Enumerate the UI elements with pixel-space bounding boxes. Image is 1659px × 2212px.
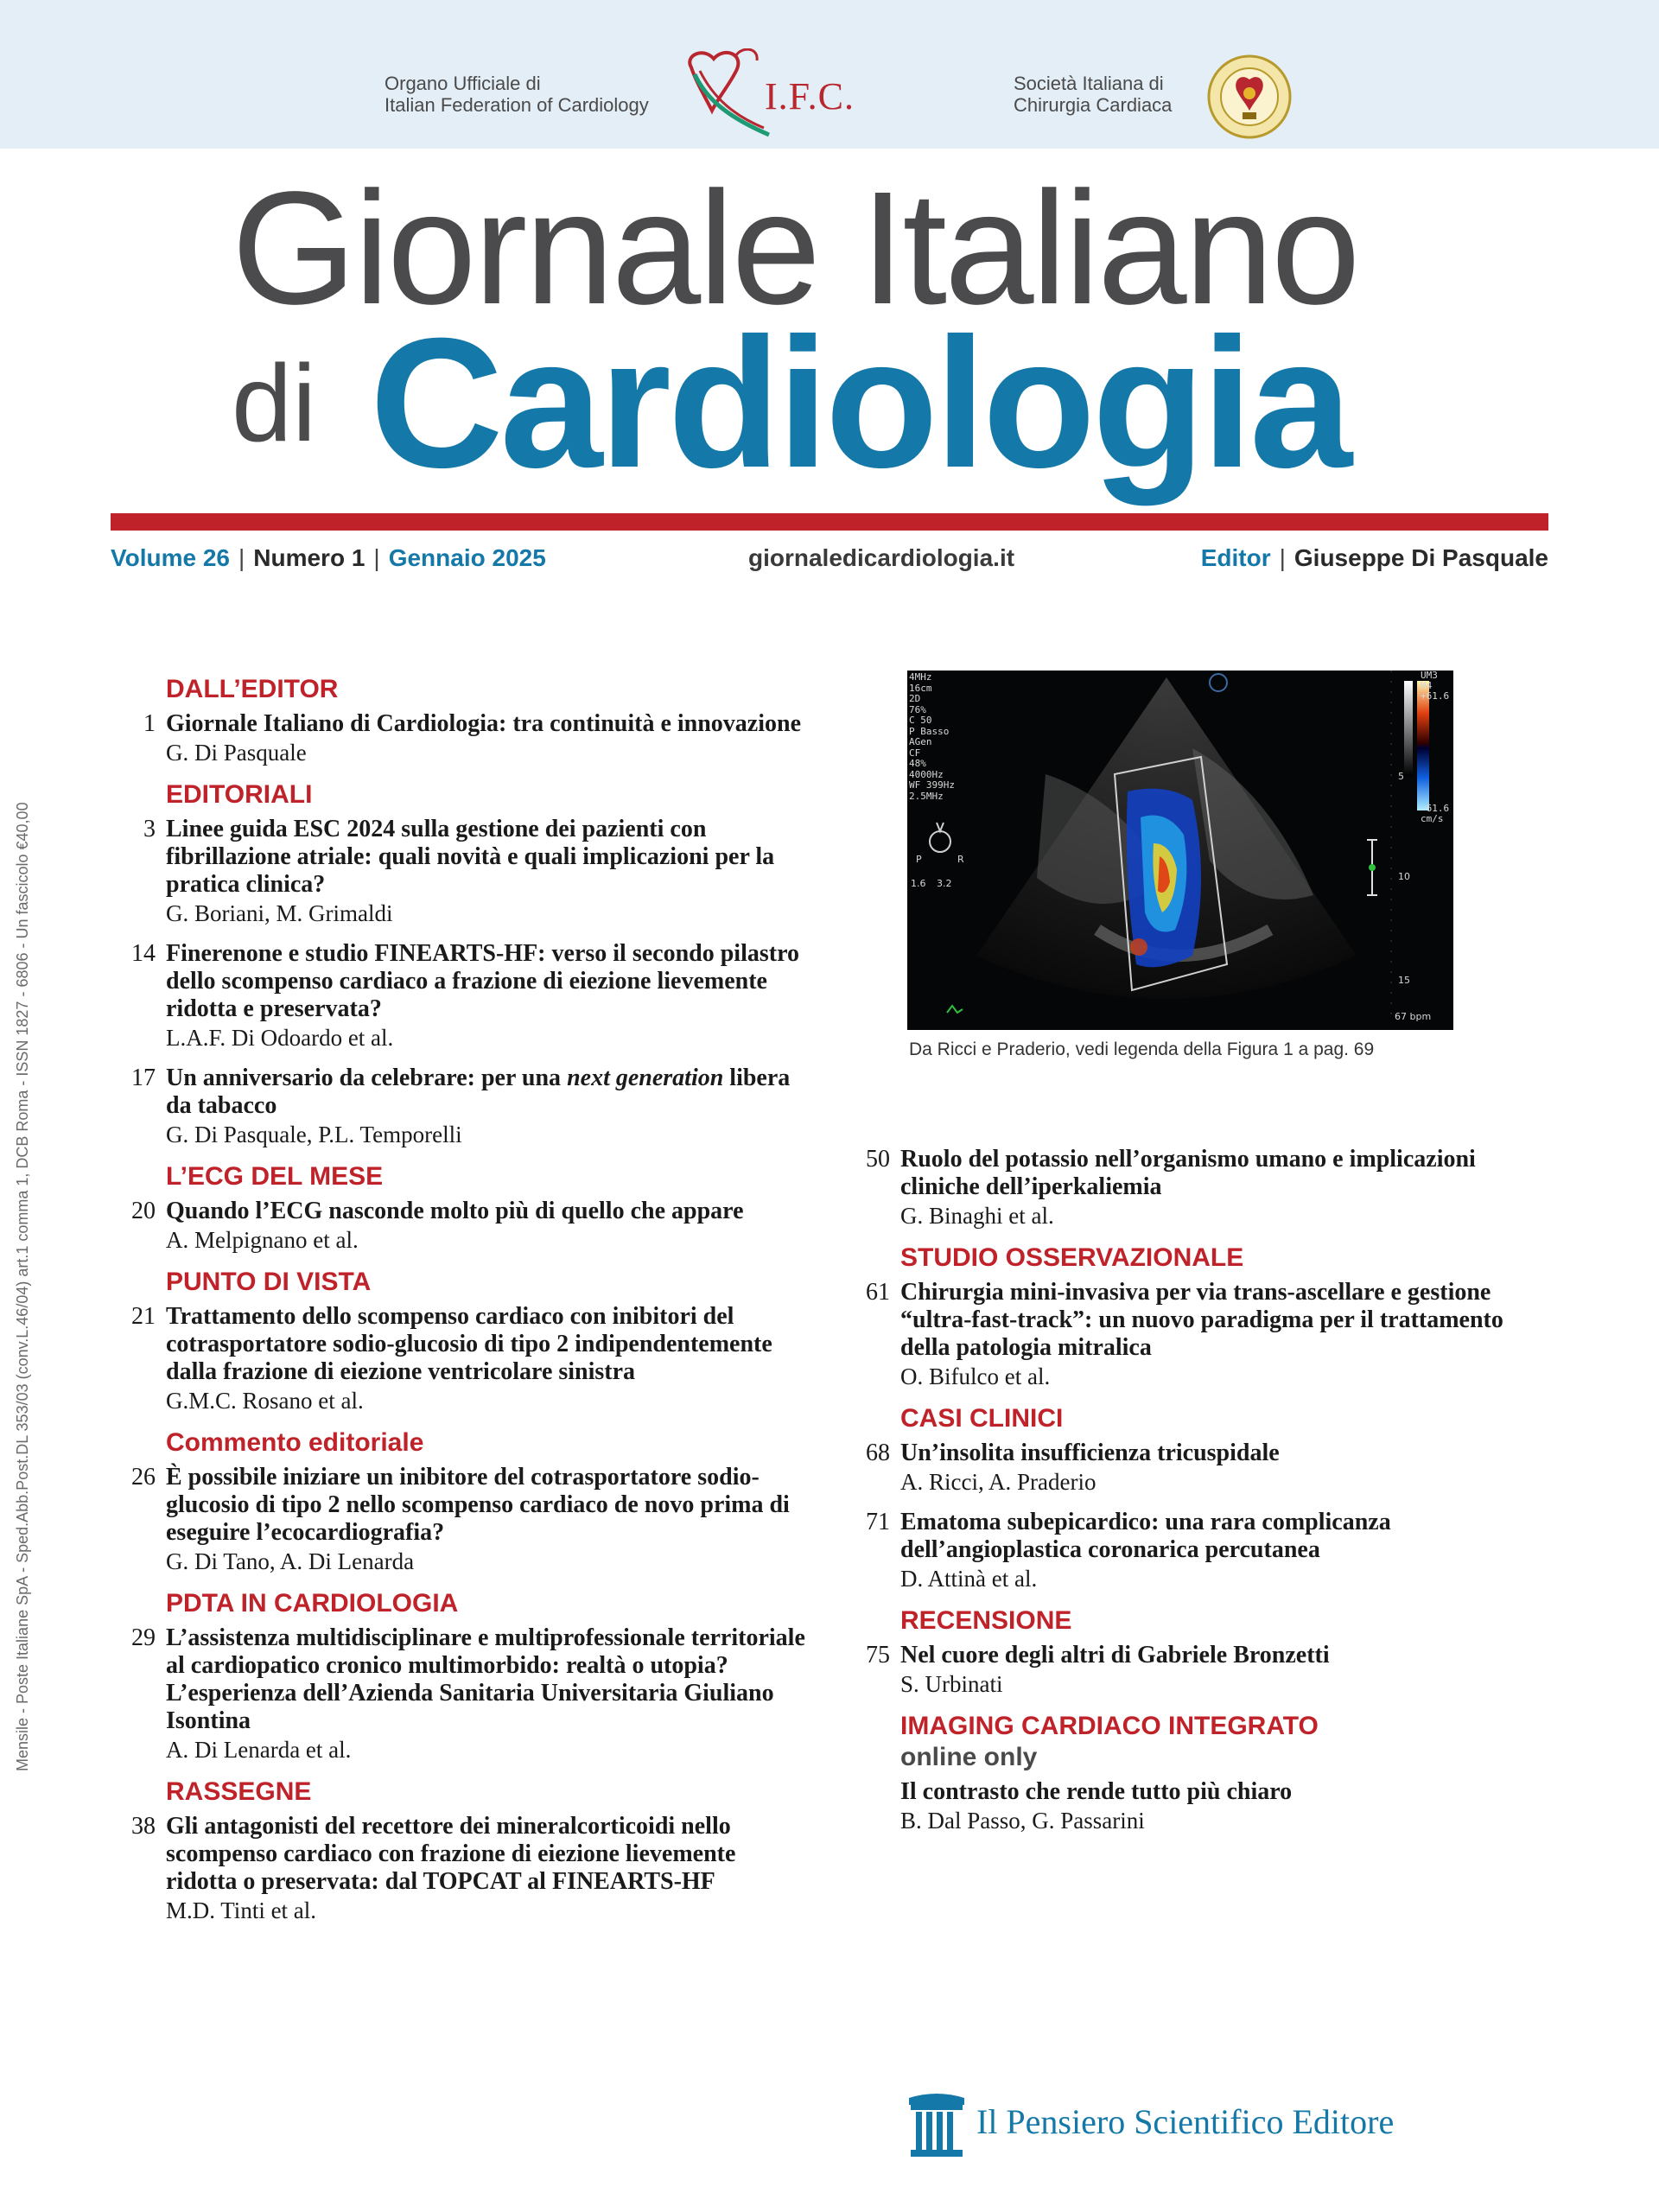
journal-title-line1: Giornale Italiano [232,159,1358,338]
echo-bpm: 67 bpm [1395,1011,1432,1022]
echo-readout-line: 48% [909,758,926,769]
toc-entry[interactable] [855,1279,1547,1391]
page-number: 75 [866,1642,890,1669]
section-heading: DALL’EDITOR [166,675,339,703]
echo-figure [907,671,1453,1030]
article-title[interactable]: Trattamento dello scompenso cardiaco con inibitori del cotrasportatore sodio-glucosio di tipo 2 indipendentemente dalla frazione di eiezione ventricolare sinistra [166,1303,772,1385]
echo-readout-line: 2.5MHz [909,790,944,802]
toc-entry[interactable] [121,1624,812,1764]
section-heading: EDITORIALI [166,780,313,809]
article-title-italic: next generation [567,1065,724,1091]
page-number: 21 [131,1303,156,1330]
article-title[interactable]: Giornale Italiano di Cardiologia: tra continuità e innovazione [166,710,802,737]
section-heading: Commento editoriale [166,1428,424,1457]
postal-side-text: Mensile - Poste Italiane SpA - Sped.Abb.Post.DL 353/03 (conv.L.46/04) art.1 comma 1, DCB Roma - ISSN 1827 - 6806 - Un fascicolo €40,00 [14,802,31,1771]
toc-entry[interactable] [855,1146,1547,1230]
article-authors: S. Urbinati [900,1671,1003,1697]
toc-left-column [121,664,812,1937]
societa-line1: Società Italiana di [1014,73,1164,94]
section-heading: CASI CLINICI [900,1404,1064,1433]
toc-entry[interactable] [121,1303,812,1415]
page-number: 3 [143,816,156,842]
section-heading: RASSEGNE [166,1777,312,1806]
section-heading: RECENSIONE [900,1606,1072,1635]
separator: | [1279,544,1286,571]
article-title[interactable]: Quando l’ECG nasconde molto più di quello che appare [166,1198,744,1224]
toc-right-column [855,1146,1547,1847]
article-authors: G. Di Tano, A. Di Lenarda [166,1548,415,1574]
section-subheading: online only [900,1743,1038,1771]
page-number: 1 [143,710,156,737]
page-number: 68 [866,1440,890,1466]
organo-line2: Italian Federation of Cardiology [385,94,649,116]
journal-title-cardiologia: Cardiologia [370,300,1350,506]
section-heading: STUDIO OSSERVAZIONALE [900,1243,1244,1272]
article-title[interactable]: L’assistenza multidisciplinare e multiprofessionale territoriale al cardiopatico cronico multimorbido: realtà o utopia? L’esperienza dell’Azienda Sanitaria Universitaria Giuliano Isontina [166,1624,805,1734]
separator: | [373,544,380,571]
editor-name: Giuseppe Di Pasquale [1294,544,1548,571]
toc-entry[interactable] [121,1813,812,1925]
ifc-logo-text: I.F.C. [765,75,855,118]
section-heading: PDTA IN CARDIOLOGIA [166,1589,459,1618]
echo-scale-readout [1402,671,1453,824]
page-number: 71 [866,1509,890,1535]
article-title[interactable]: Ematoma subepicardico: una rara complicanza dell’angioplastica coronarica percutanea [900,1509,1391,1563]
article-authors: G. Binaghi et al. [900,1203,1054,1229]
article-authors: B. Dal Passo, G. Passarini [900,1808,1145,1834]
echo-depth-15: 15 [1398,975,1410,986]
article-authors: A. Melpignano et al. [166,1227,359,1253]
page-number: 29 [131,1624,156,1651]
section-heading: PUNTO DI VISTA [166,1268,372,1296]
article-authors: G. Di Pasquale, P.L. Temporelli [166,1122,462,1147]
numero-label: Numero 1 [253,544,365,571]
toc-entry[interactable] [121,816,812,928]
echo-readout-line: WF 399Hz [909,779,955,791]
article-authors: A. Ricci, A. Praderio [900,1469,1096,1495]
toc-entry[interactable] [121,1464,812,1576]
echo-probe-val2: 3.2 [937,878,952,889]
article-title[interactable] [166,1065,812,1120]
article-authors: M.D. Tinti et al. [166,1897,317,1923]
echo-readout-line: 76% [909,703,926,715]
toc-entry[interactable] [121,940,812,1052]
echo-readout-line: 2D [909,693,921,704]
article-title[interactable]: Gli antagonisti del recettore dei mineralcorticoidi nello scompenso cardiaco con frazione di eiezione lievemente ridotta o preservata: dal TOPCAT al FINEARTS-HF [166,1813,736,1895]
toc-entry[interactable] [121,710,812,767]
echo-probe-r: R [957,854,964,865]
echo-readout-line: 16cm [909,682,932,694]
figure-caption: Da Ricci e Praderio, vedi legenda della Figura 1 a pag. 69 [909,1039,1375,1059]
page-number: 26 [131,1464,156,1491]
page-number: 20 [131,1198,156,1224]
echo-readout-line: CF [909,747,921,759]
section-heading: L’ECG DEL MESE [166,1162,384,1191]
echocardiogram-image [907,671,1453,1030]
page-number: 14 [131,940,156,967]
article-authors: G. Di Pasquale [166,740,307,766]
echo-depth-5: 5 [1398,771,1404,782]
page-number: 38 [131,1813,156,1840]
echo-readout-line: C 50 [909,715,932,726]
article-authors: A. Di Lenarda et al. [166,1737,352,1763]
page-number: 61 [866,1279,890,1306]
article-title[interactable]: Chirurgia mini-invasiva per via trans-ascellare e gestione “ultra-fast-track”: un nuovo paradigma per il trattamento della patologia mitralica [900,1279,1503,1361]
masthead-divider [111,513,1548,531]
article-authors: G. Boriani, M. Grimaldi [166,900,393,926]
website-link[interactable]: giornaledicardiologia.it [748,544,1015,571]
publisher-logo [906,2089,1424,2158]
toc-entry[interactable] [121,1065,812,1149]
article-title[interactable]: Nel cuore degli altri di Gabriele Bronzetti [900,1642,1330,1669]
journal-title-di: di [232,342,317,464]
volume-label: Volume 26 [111,544,230,571]
echo-probe-val1: 1.6 [911,878,926,889]
page-number: 50 [866,1146,890,1173]
article-title[interactable]: Linee guida ESC 2024 sulla gestione dei pazienti con fibrillazione atriale: quali novità e quali implicazioni per la pratica clinica? [166,816,775,898]
article-title-part: Un anniversario da celebrare: per una [166,1065,568,1091]
article-title-part: libera da tabacco [166,1065,791,1119]
date-label: Gennaio 2025 [388,544,546,571]
toc-entry[interactable] [855,1440,1547,1497]
organo-line1: Organo Ufficiale di [385,73,541,94]
societa-text [1014,73,1172,116]
echo-readout-line: 4MHz [909,671,932,683]
societa-line2: Chirurgia Cardiaca [1014,94,1173,116]
article-title[interactable]: Finerenone e studio FINEARTS-HF: verso il secondo pilastro dello scompenso cardiaco a frazione di eiezione lievemente ridotta e preservata? [166,940,799,1022]
editor-label: Editor [1200,544,1271,571]
separator: | [238,544,245,571]
echo-settings-readout [909,672,955,802]
toc-entry[interactable] [855,1509,1547,1593]
echo-scale-line: -61.6 [1421,803,1450,814]
echo-scale-line: cm/s [1421,813,1444,824]
organo-ufficiale-text [385,73,649,116]
echo-scale-line: +61.6 [1421,690,1450,702]
echo-readout-line: AGen [909,736,932,747]
section-heading: IMAGING CARDIACO INTEGRATO [900,1712,1319,1740]
echo-readout-line: P Basso [909,725,950,737]
echo-readout-line: 4000Hz [909,768,944,780]
echo-depth-10: 10 [1398,871,1410,882]
page-number: 17 [131,1065,156,1091]
article-title[interactable]: Un’insolita insufficienza tricuspidale [900,1440,1280,1466]
toc-entry[interactable] [855,1778,1547,1835]
article-title[interactable]: Il contrasto che rende tutto più chiaro [900,1778,1293,1805]
article-authors: O. Bifulco et al. [900,1363,1051,1389]
echo-scale-line: UM3 M4 [1421,671,1438,691]
toc-entry[interactable] [855,1642,1547,1699]
article-authors: L.A.F. Di Odoardo et al. [166,1025,394,1051]
article-authors: G.M.C. Rosano et al. [166,1388,364,1414]
echo-probe-p: P [916,854,922,865]
article-title[interactable]: È possibile iniziare un inibitore del cotrasportatore sodio-glucosio di tipo 2 nello scompenso cardiaco de novo prima di eseguire l’ecocardiografia? [166,1464,790,1546]
column-icon [906,2093,968,2158]
sicc-seal-icon [1206,54,1293,140]
article-title[interactable]: Ruolo del potassio nell’organismo umano e implicazioni cliniche dell’iperkaliemia [900,1146,1476,1200]
publisher-name: Il Pensiero Scientifico Editore [976,2102,1395,2141]
issue-info [111,543,546,574]
toc-entry[interactable] [121,1198,812,1255]
article-authors: D. Attinà et al. [900,1566,1038,1592]
editor-info [1201,543,1548,574]
